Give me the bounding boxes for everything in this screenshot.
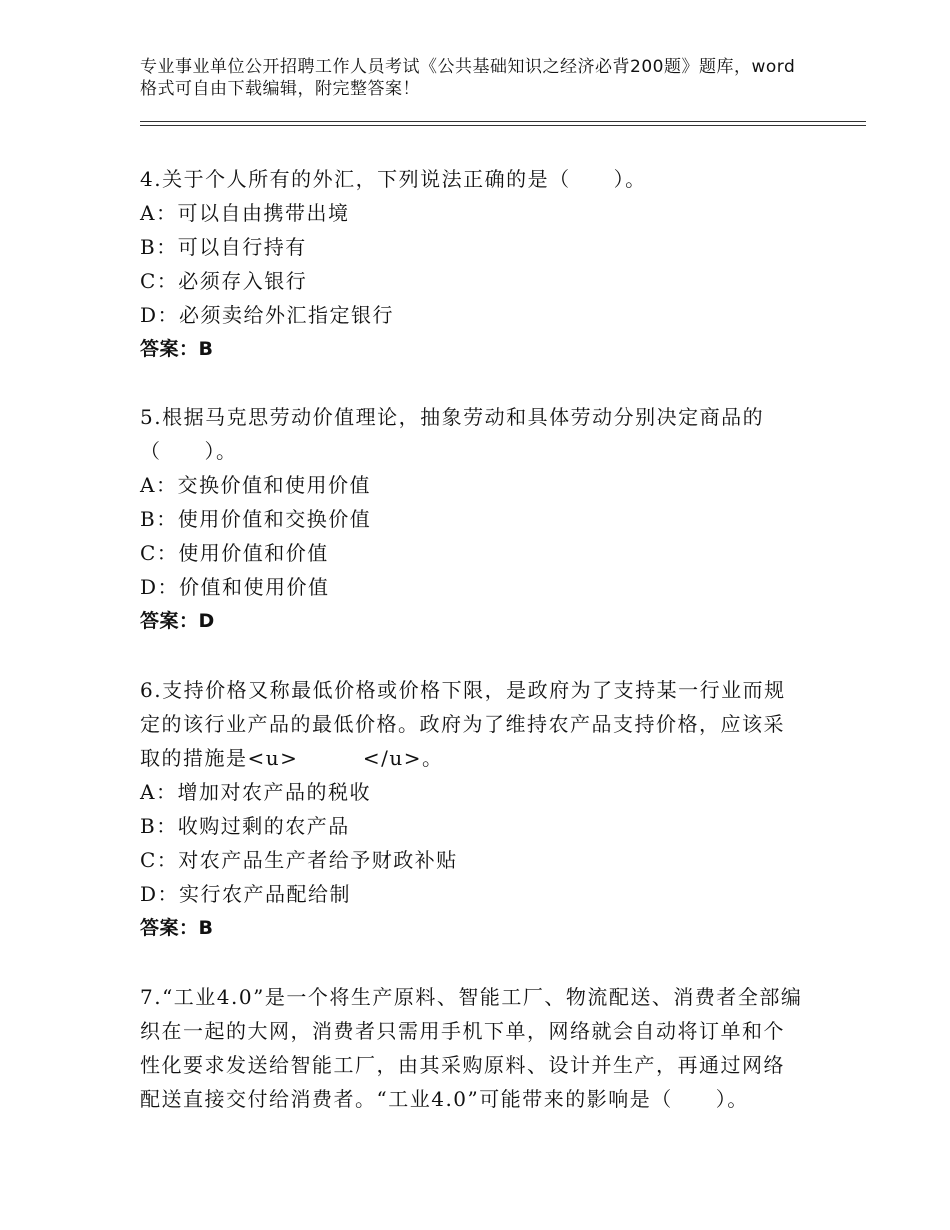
question-stem: 6.支持价格又称最低价格或价格下限，是政府为了支持某一行业而规定的该行业产品的最低价格。政府为了维持农产品支持价格，应该采取的措施是<u> </u>。	[140, 678, 786, 770]
option-a: A：可以自由携带出境	[140, 201, 350, 225]
question-5	[140, 400, 805, 638]
document-header: 专业事业单位公开招聘工作人员考试《公共基础知识之经济必背200题》题库，word格式可自由下载编辑，附完整答案！	[140, 57, 796, 99]
option-b: B：收购过剩的农产品	[140, 814, 350, 838]
question-4	[140, 162, 805, 366]
option-c: C：对农产品生产者给予财政补贴	[140, 848, 458, 872]
option-a: A：增加对农产品的税收	[140, 780, 371, 804]
question-stem: 7.“工业4.0”是一个将生产原料、智能工厂、物流配送、消费者全部编织在一起的大网，消费者只需用手机下单，网络就会自动将订单和个性化要求发送给智能工厂，由其采购原料、设计并生产，再通过网络配送直接交付给消费者。“工业4.0”可能带来的影响是（ ）。	[140, 985, 803, 1111]
option-d: D：实行农产品配给制	[140, 882, 352, 906]
question-stem: 5.根据马克思劳动价值理论，抽象劳动和具体劳动分别决定商品的（ ）。	[140, 405, 765, 463]
answer: 答案：D	[140, 610, 215, 632]
option-b: B：可以自行持有	[140, 235, 307, 259]
answer: 答案：B	[140, 917, 214, 939]
header-rule-top	[140, 121, 866, 122]
option-d: D：必须卖给外汇指定银行	[140, 303, 395, 327]
option-c: C：使用价值和价值	[140, 541, 329, 565]
question-6	[140, 673, 805, 945]
option-d: D：价值和使用价值	[140, 575, 330, 599]
option-c: C：必须存入银行	[140, 269, 308, 293]
answer: 答案：B	[140, 338, 214, 360]
question-stem: 4.关于个人所有的外汇，下列说法正确的是（ ）。	[140, 167, 647, 191]
option-a: A：交换价值和使用价值	[140, 473, 371, 497]
header-rule-bottom	[140, 125, 866, 126]
option-b: B：使用价值和交换价值	[140, 507, 372, 531]
question-7	[140, 980, 805, 1116]
